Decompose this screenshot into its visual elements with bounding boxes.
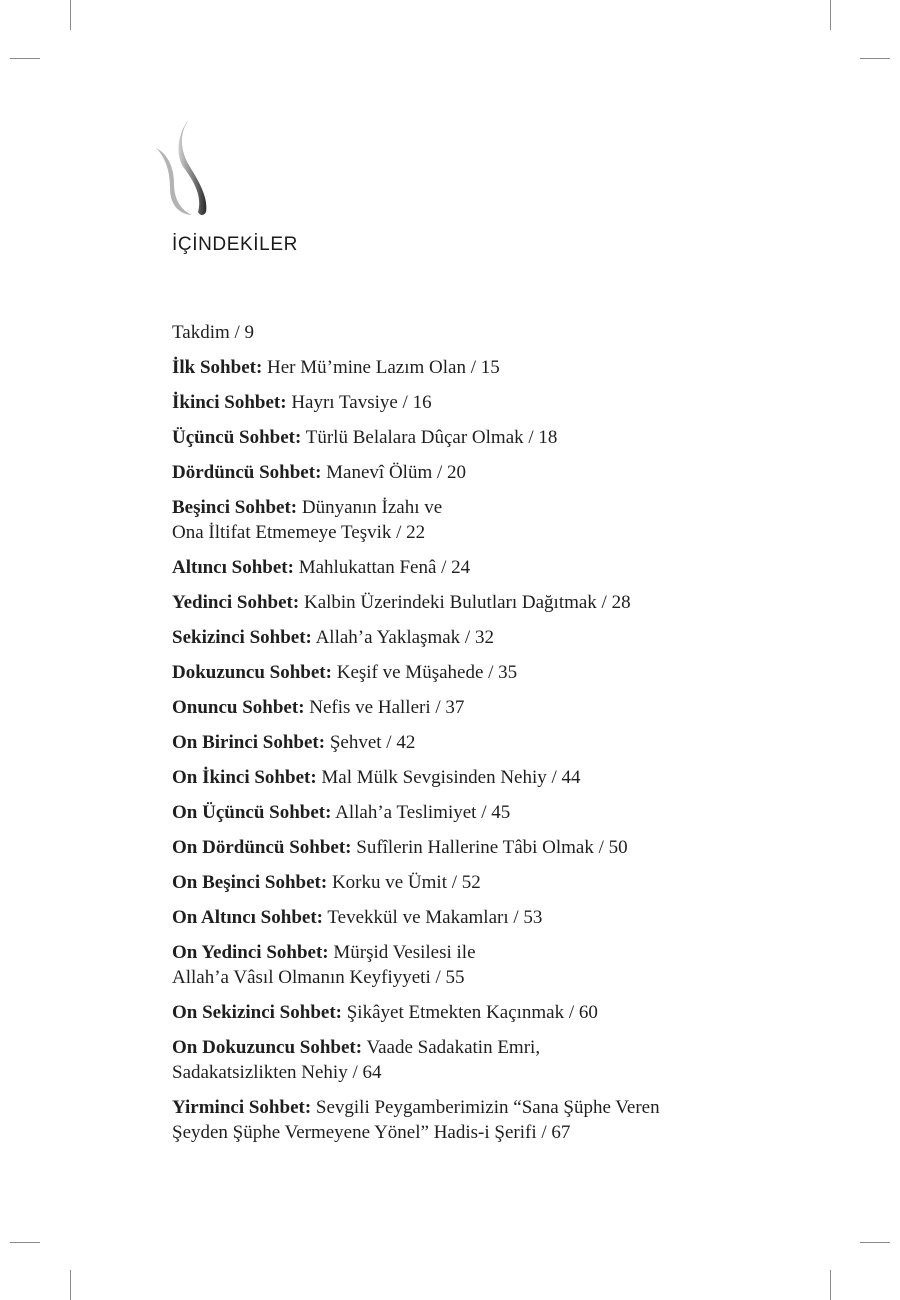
toc-entry-line <box>172 1060 812 1085</box>
toc-entry-line <box>172 965 812 990</box>
toc-entry-text: Şikâyet Etmekten Kaçınmak / 60 <box>346 1002 598 1023</box>
crop-mark-top-left <box>70 0 71 30</box>
toc-entry <box>172 695 812 720</box>
toc-entry <box>172 390 812 415</box>
toc-entry <box>172 730 812 755</box>
toc-entry-title: Beşinci Sohbet: <box>172 497 298 518</box>
toc-entry-title: On Yedinci Sohbet: <box>172 942 329 963</box>
toc-entry-text: Mal Mülk Sevgisinden Nehiy / 44 <box>321 767 581 788</box>
toc-entry-line <box>172 940 812 965</box>
toc-entry-text: Kalbin Üzerindeki Bulutları Dağıtmak / 28 <box>303 592 631 613</box>
toc-entry-title: Yirminci Sohbet: <box>172 1097 312 1118</box>
toc-entry <box>172 460 812 485</box>
toc-entry-text: Şehvet / 42 <box>329 732 416 753</box>
crop-mark-bottom-left <box>70 1270 71 1300</box>
crop-mark-right-top <box>860 58 890 59</box>
toc-entry <box>172 555 812 580</box>
toc-entry-text: Mürşid Vesilesi ile <box>333 942 476 963</box>
toc-entry-line <box>172 1000 812 1025</box>
toc-entry-line <box>172 905 812 930</box>
toc-entry-text: Manevî Ölüm / 20 <box>326 462 467 483</box>
toc-entry <box>172 625 812 650</box>
toc-entry <box>172 660 812 685</box>
toc-entry-text: Vaade Sadakatin Emri, <box>366 1037 541 1058</box>
toc-entry-line <box>172 800 812 825</box>
toc-entry-line <box>172 425 812 450</box>
toc-entry-title: On Dokuzuncu Sohbet: <box>172 1037 363 1058</box>
toc-entry <box>172 870 812 895</box>
toc-entry-line <box>172 390 812 415</box>
toc-entry-title: İkinci Sohbet: <box>172 392 287 413</box>
toc-entry-text: Allah’a Teslimiyet / 45 <box>335 802 511 823</box>
toc-entry-text: Şeyden Şüphe Vermeyene Yönel” Hadis-i Şerifi / 67 <box>172 1122 571 1143</box>
toc-entry-line <box>172 355 812 380</box>
toc-entry-text: Nefis ve Halleri / 37 <box>309 697 465 718</box>
toc-entry-line <box>172 1120 812 1145</box>
toc-entry <box>172 905 812 930</box>
page-title: İÇİNDEKİLER <box>172 234 298 255</box>
toc-entry-title: Dokuzuncu Sohbet: <box>172 662 332 683</box>
toc-entry-line <box>172 870 812 895</box>
toc-entry-text: Korku ve Ümit / 52 <box>331 872 481 893</box>
toc-entry-title: On İkinci Sohbet: <box>172 767 317 788</box>
toc-entry-text: Allah’a Vâsıl Olmanın Keyfiyyeti / 55 <box>172 967 465 988</box>
toc-entry-title: On Üçüncü Sohbet: <box>172 802 332 823</box>
toc-entry-text: Sadakatsizlikten Nehiy / 64 <box>172 1062 382 1083</box>
toc-entry-line <box>172 1035 812 1060</box>
toc-entry-text: Tevekkül ve Makamları / 53 <box>327 907 543 928</box>
toc-entry-text: Hayrı Tavsiye / 16 <box>291 392 432 413</box>
toc-entry-text: Türlü Belalara Dûçar Olmak / 18 <box>305 427 558 448</box>
toc-entry-title: Onuncu Sohbet: <box>172 697 305 718</box>
stylized-vav-calligraphy-icon <box>150 112 222 218</box>
toc-entry-line <box>172 1095 812 1120</box>
toc-entry-title: Sekizinci Sohbet: <box>172 627 312 648</box>
toc-entry-text: Allah’a Yaklaşmak / 32 <box>315 627 494 648</box>
toc-entry-text: Ona İltifat Etmemeye Teşvik / 22 <box>172 522 426 543</box>
toc-entry <box>172 590 812 615</box>
toc-entry-text: Keşif ve Müşahede / 35 <box>336 662 518 683</box>
toc-entry-title: Dördüncü Sohbet: <box>172 462 322 483</box>
crop-mark-left-top <box>10 58 40 59</box>
toc-entry-title: On Altıncı Sohbet: <box>172 907 323 928</box>
toc-entry <box>172 835 812 860</box>
toc-entry <box>172 320 812 345</box>
toc-entry-title: Altıncı Sohbet: <box>172 557 294 578</box>
table-of-contents <box>172 320 812 1155</box>
toc-entry-text: Mahlukattan Fenâ / 24 <box>298 557 471 578</box>
toc-entry <box>172 1095 812 1145</box>
toc-entry-line <box>172 520 812 545</box>
toc-entry-text: Takdim / 9 <box>172 322 255 343</box>
toc-entry-line <box>172 555 812 580</box>
toc-entry-text: Sufîlerin Hallerine Tâbi Olmak / 50 <box>356 837 628 858</box>
toc-entry-line <box>172 590 812 615</box>
toc-entry-line <box>172 730 812 755</box>
toc-entry <box>172 425 812 450</box>
crop-mark-left-bottom <box>10 1242 40 1243</box>
crop-mark-top-right <box>830 0 831 30</box>
toc-entry <box>172 800 812 825</box>
toc-entry <box>172 1000 812 1025</box>
toc-entry-line <box>172 625 812 650</box>
crop-mark-right-bottom <box>860 1242 890 1243</box>
toc-entry-title: On Beşinci Sohbet: <box>172 872 328 893</box>
toc-entry-line <box>172 320 812 345</box>
toc-entry <box>172 940 812 990</box>
toc-entry <box>172 495 812 545</box>
toc-entry-line <box>172 695 812 720</box>
toc-entry-text: Sevgili Peygamberimizin “Sana Şüphe Veren <box>315 1097 660 1118</box>
toc-entry-line <box>172 660 812 685</box>
crop-mark-bottom-right <box>830 1270 831 1300</box>
toc-entry-line <box>172 835 812 860</box>
toc-entry-title: Yedinci Sohbet: <box>172 592 300 613</box>
toc-entry <box>172 1035 812 1085</box>
toc-entry-line <box>172 765 812 790</box>
toc-entry-title: Üçüncü Sohbet: <box>172 427 302 448</box>
toc-entry-title: On Dördüncü Sohbet: <box>172 837 352 858</box>
toc-entry-text: Dünyanın İzahı ve <box>301 497 443 518</box>
toc-entry-title: On Birinci Sohbet: <box>172 732 326 753</box>
toc-entry-line <box>172 460 812 485</box>
toc-entry-title: İlk Sohbet: <box>172 357 263 378</box>
toc-entry-text: Her Mü’mine Lazım Olan / 15 <box>267 357 500 378</box>
toc-entry-line <box>172 495 812 520</box>
toc-entry-title: On Sekizinci Sohbet: <box>172 1002 342 1023</box>
toc-entry <box>172 355 812 380</box>
toc-entry <box>172 765 812 790</box>
